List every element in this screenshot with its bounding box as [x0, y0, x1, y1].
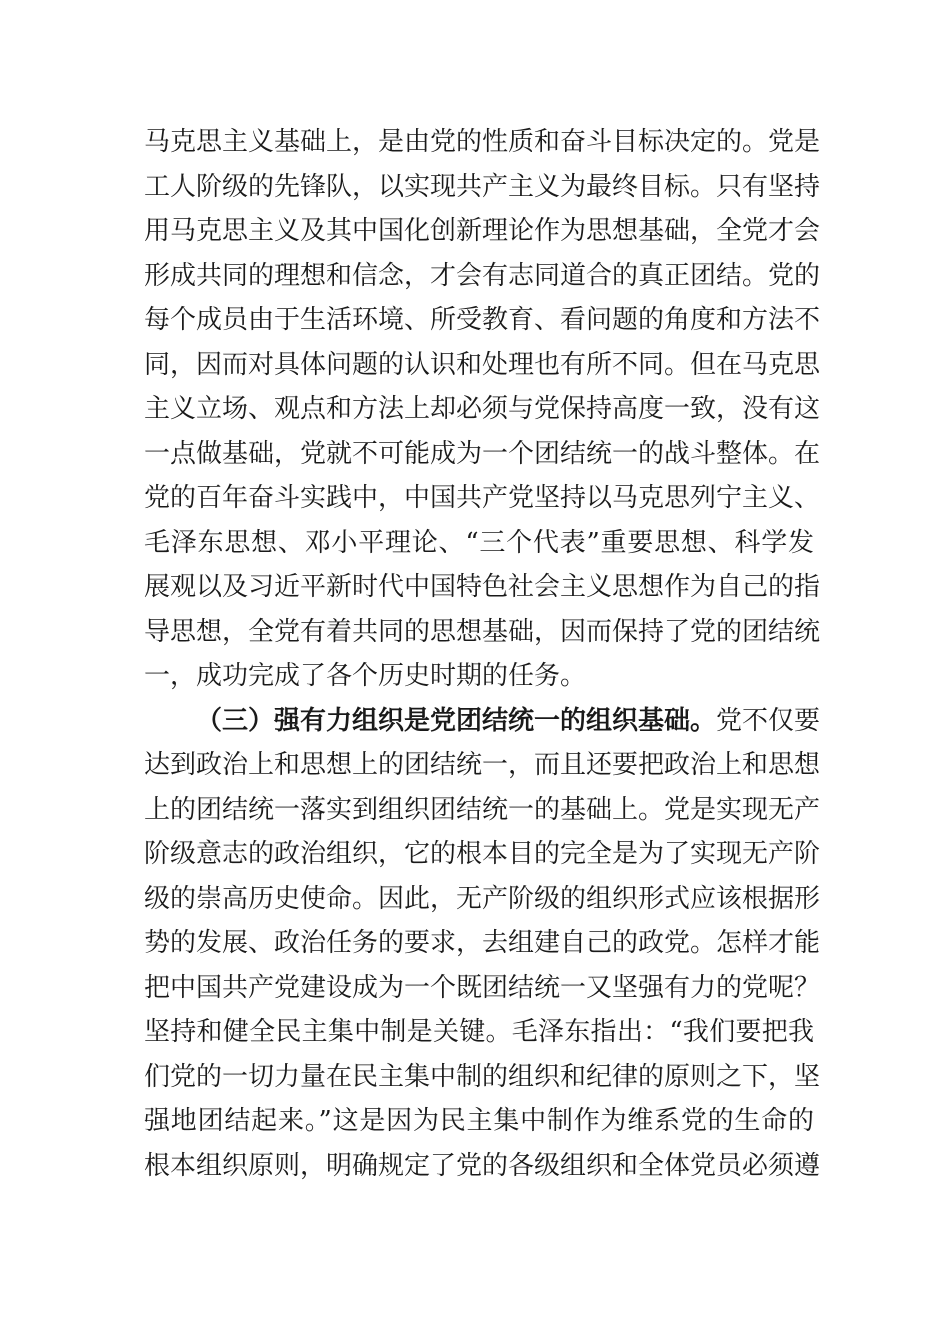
text-line: 一，成功完成了各个历史时期的任务。 — [144, 661, 587, 691]
heading-line-rest: 党不仅要 — [716, 705, 821, 736]
text-line: 把中国共产党建设成为一个既团结统一又坚强有力的党呢？ — [144, 972, 821, 1003]
document-body — [144, 120, 821, 1188]
text-line: 上的团结统一落实到组织团结统一的基础上。党是实现无产 — [144, 794, 821, 825]
text-line: 们党的一切力量在民主集中制的组织和纪律的原则之下，坚 — [144, 1061, 821, 1092]
text-line: 阶级意志的政治组织，它的根本目的完全是为了实现无产阶 — [144, 839, 821, 869]
text-line: 达到政治上和思想上的团结统一，而且还要把政治上和思想 — [144, 750, 821, 780]
text-line: 根本组织原则，明确规定了党的各级组织和全体党员必须遵 — [144, 1150, 821, 1181]
text-line: 级的崇高历史使命。因此，无产阶级的组织形式应该根据形 — [144, 883, 821, 914]
section-heading: （三）强有力组织是党团结统一的组织基础。 — [196, 705, 717, 736]
text-line: 每个成员由于生活环境、所受教育、看问题的角度和方法不 — [144, 305, 821, 335]
text-line: 一点做基础，党就不可能成为一个团结统一的战斗整体。在 — [144, 438, 821, 469]
text-line: 导思想，全党有着共同的思想基础，因而保持了党的团结统 — [144, 616, 821, 647]
text-line: 展观以及习近平新时代中国特色社会主义思想作为自己的指 — [144, 572, 821, 602]
section-heading-line — [144, 699, 821, 744]
text-line: 坚持和健全民主集中制是关键。毛泽东指出：“我们要把我 — [144, 1017, 814, 1047]
text-line: 主义立场、观点和方法上却必须与党保持高度一致，没有这 — [144, 394, 821, 424]
text-line: 形成共同的理想和信念，才会有志同道合的真正团结。党的 — [144, 260, 821, 291]
text-line: 毛泽东思想、邓小平理论、“三个代表”重要思想、科学发 — [144, 527, 814, 558]
text-line: 马克思主义基础上，是由党的性质和奋斗目标决定的。党是 — [144, 127, 821, 157]
paragraph-1 — [144, 120, 821, 699]
text-line: 工人阶级的先锋队，以实现共产主义为最终目标。只有坚持 — [144, 171, 821, 202]
text-line: 强地团结起来。”这是因为民主集中制作为维系党的生命的 — [144, 1106, 814, 1136]
text-line: 党的百年奋斗实践中，中国共产党坚持以马克思列宁主义、 — [144, 483, 821, 513]
paragraph-2 — [144, 699, 821, 1189]
text-line: 势的发展、政治任务的要求，去组建自己的政党。怎样才能 — [144, 928, 821, 958]
text-line: 用马克思主义及其中国化创新理论作为思想基础，全党才会 — [144, 216, 821, 246]
text-line: 同，因而对具体问题的认识和处理也有所不同。但在马克思 — [144, 349, 821, 380]
